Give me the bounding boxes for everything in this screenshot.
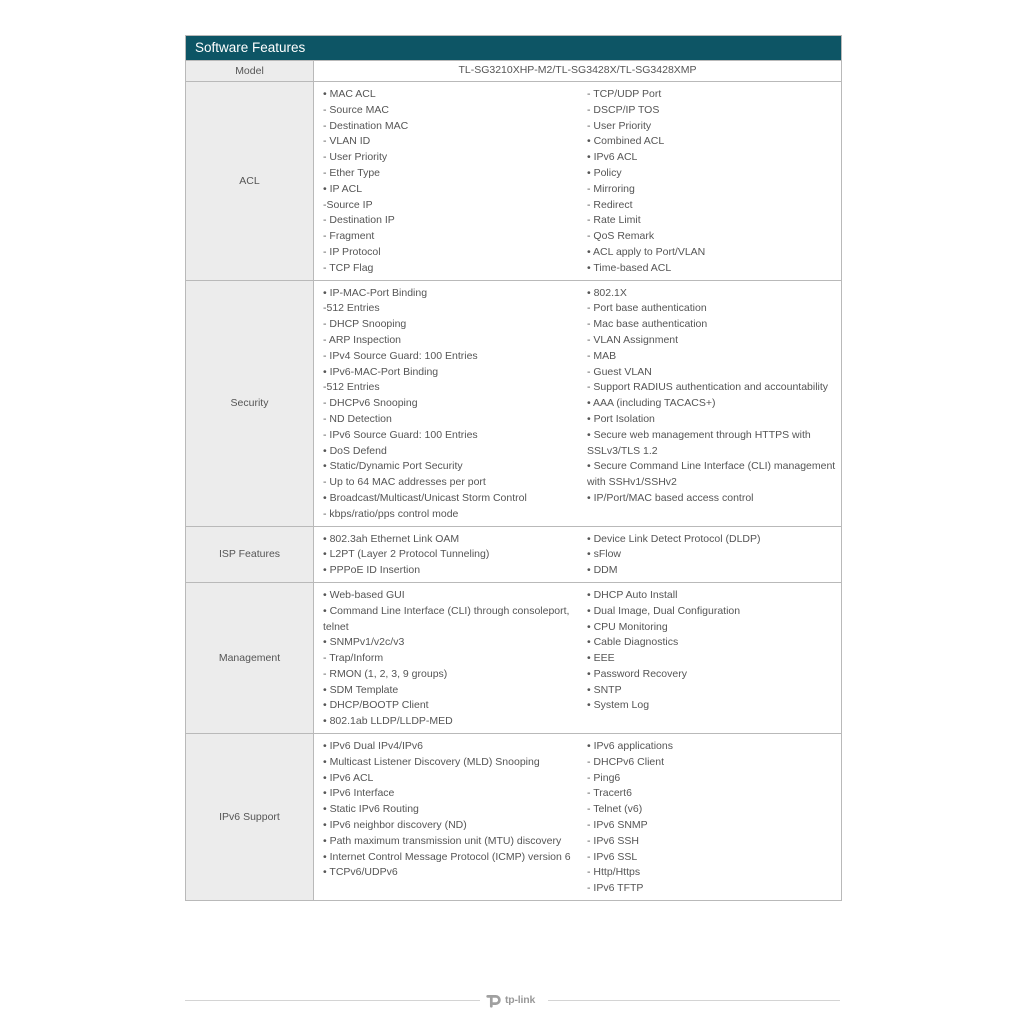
tp-link-logo-icon [485, 991, 503, 1009]
feature-item: - IPv6 SNMP [587, 819, 648, 832]
feature-item: • IPv6-MAC-Port Binding [323, 365, 439, 378]
section-content [314, 734, 841, 900]
feature-item: • Combined ACL [587, 135, 665, 148]
feature-column-left [314, 583, 578, 733]
feature-item: -512 Entries [323, 381, 380, 394]
feature-item: • IPv6 Dual IPv4/IPv6 [323, 740, 423, 753]
model-label: Model [186, 61, 314, 81]
feature-column-right [578, 527, 841, 582]
brand-text: tp-link [505, 994, 536, 1006]
feature-item: - Up to 64 MAC addresses per port [323, 476, 486, 489]
feature-column-left [314, 281, 578, 526]
feature-item: - IPv6 TFTP [587, 882, 644, 895]
feature-item: - Ping6 [587, 771, 621, 784]
feature-item: • Time-based ACL [587, 261, 672, 274]
feature-column-left [314, 734, 578, 900]
feature-item: - IPv6 SSL [587, 850, 638, 863]
feature-item: - Fragment [323, 230, 375, 243]
feature-item: • sFlow [587, 548, 622, 561]
feature-item: - TCP Flag [323, 261, 374, 274]
feature-item: • Dual Image, Dual Configuration [587, 604, 741, 617]
feature-item: - IPv6 Source Guard: 100 Entries [323, 428, 478, 441]
feature-column-right [578, 734, 841, 900]
feature-item: • Static/Dynamic Port Security [323, 460, 463, 473]
feature-item: - ND Detection [323, 412, 392, 425]
feature-item: - ARP Inspection [323, 333, 402, 346]
feature-item: - Trap/Inform [323, 652, 384, 665]
feature-item: - Guest VLAN [587, 365, 652, 378]
feature-item: • DoS Defend [323, 444, 387, 457]
feature-item: - Redirect [587, 198, 633, 211]
feature-item: • MAC ACL [323, 88, 376, 100]
feature-item: - DHCPv6 Client [587, 755, 665, 768]
section-row [186, 582, 841, 733]
section-content [314, 583, 841, 733]
feature-column-left [314, 82, 578, 280]
feature-item: • PPPoE ID Insertion [323, 564, 421, 577]
feature-item: - RMON (1, 2, 3, 9 groups) [323, 667, 448, 680]
feature-item: - VLAN Assignment [587, 333, 679, 346]
feature-item: • IP-MAC-Port Binding [323, 286, 428, 299]
feature-item: • Broadcast/Multicast/Unicast Storm Control [323, 491, 527, 504]
section-label: IPv6 Support [186, 734, 314, 900]
feature-item: • Internet Control Message Protocol (ICMP) version 6 [323, 850, 571, 863]
feature-item: • System Log [587, 699, 650, 712]
section-label: ACL [186, 82, 314, 280]
feature-item: • DDM [587, 564, 618, 577]
feature-item: • 802.1ab LLDP/LLDP-MED [323, 715, 453, 728]
feature-item: - QoS Remark [587, 230, 655, 243]
software-features-table [185, 35, 842, 901]
tp-link-logo [485, 990, 535, 1010]
feature-item: • CPU Monitoring [587, 620, 668, 633]
feature-item: • Password Recovery [587, 667, 687, 680]
feature-item: - Destination MAC [323, 119, 409, 132]
feature-item: • SNMPv1/v2c/v3 [323, 636, 405, 649]
feature-item: - Ether Type [323, 166, 381, 179]
feature-item: • Web-based GUI [323, 588, 405, 601]
feature-item: • Secure web management through HTTPS with SSLv3/TLS 1.2 [587, 428, 811, 457]
feature-item: • AAA (including TACACS+) [587, 397, 716, 410]
feature-item: - Support RADIUS authentication and accountability [587, 381, 829, 394]
feature-item: - User Priority [587, 119, 652, 132]
feature-item: -512 Entries [323, 302, 380, 315]
feature-item: • Device Link Detect Protocol (DLDP) [587, 532, 761, 545]
feature-item: - IP Protocol [323, 245, 381, 258]
feature-item: - Mac base authentication [587, 318, 708, 331]
feature-item: • EEE [587, 652, 615, 665]
feature-item: • Port Isolation [587, 412, 655, 425]
feature-item: • Policy [587, 166, 622, 179]
feature-item: - DHCP Snooping [323, 318, 407, 331]
feature-item: - kbps/ratio/pps control mode [323, 507, 459, 520]
feature-item: • Path maximum transmission unit (MTU) discovery [323, 834, 562, 847]
feature-column-right [578, 82, 841, 280]
feature-item: • Multicast Listener Discovery (MLD) Snooping [323, 755, 540, 768]
feature-item: - Destination IP [323, 214, 395, 227]
section-label: Security [186, 281, 314, 526]
feature-item: • SNTP [587, 683, 622, 696]
feature-item: • 802.1X [587, 286, 627, 299]
section-content [314, 82, 841, 280]
footer-rule-right [548, 1000, 840, 1001]
feature-item: • TCPv6/UDPv6 [323, 866, 398, 879]
feature-item: • L2PT (Layer 2 Protocol Tunneling) [323, 548, 490, 561]
feature-item: • Static IPv6 Routing [323, 803, 419, 816]
feature-item: • SDM Template [323, 683, 399, 696]
feature-item: - IPv6 SSH [587, 834, 639, 847]
feature-item: • Command Line Interface (CLI) through consoleport, telnet [323, 604, 570, 633]
feature-item: • IPv6 applications [587, 740, 673, 753]
section-label: ISP Features [186, 527, 314, 582]
feature-item: • IP/Port/MAC based access control [587, 491, 754, 504]
feature-item: - TCP/UDP Port [587, 88, 662, 100]
table-title: Software Features [186, 36, 841, 61]
section-row [186, 280, 841, 526]
feature-column-right [578, 583, 841, 733]
feature-item: • IP ACL [323, 182, 363, 195]
section-row [186, 733, 841, 900]
feature-item: • Secure Command Line Interface (CLI) management with SSHv1/SSHv2 [587, 460, 836, 489]
feature-item: - Port base authentication [587, 302, 707, 315]
feature-item: • ACL apply to Port/VLAN [587, 245, 706, 258]
model-row [186, 61, 841, 81]
feature-item: • IPv6 ACL [323, 771, 374, 784]
feature-item: • IPv6 neighbor discovery (ND) [323, 819, 467, 832]
feature-item: • 802.3ah Ethernet Link OAM [323, 532, 460, 545]
feature-item: - Telnet (v6) [587, 803, 643, 816]
section-row [186, 81, 841, 280]
feature-item: - Source MAC [323, 103, 389, 116]
feature-column-right [578, 281, 841, 526]
feature-item: - IPv4 Source Guard: 100 Entries [323, 349, 478, 362]
model-value: TL-SG3210XHP-M2/TL-SG3428X/TL-SG3428XMP [458, 64, 697, 77]
feature-item: - MAB [587, 349, 617, 362]
feature-column-left [314, 527, 578, 582]
feature-item: - DHCPv6 Snooping [323, 397, 418, 410]
feature-item: - Tracert6 [587, 787, 632, 800]
feature-item: - Mirroring [587, 182, 635, 195]
section-content [314, 527, 841, 582]
feature-item: • IPv6 ACL [587, 151, 638, 164]
feature-item: - DSCP/IP TOS [587, 103, 660, 116]
page-footer [185, 990, 840, 1010]
feature-item: • DHCP/BOOTP Client [323, 699, 429, 712]
feature-item: - Rate Limit [587, 214, 641, 227]
section-label: Management [186, 583, 314, 733]
feature-item: - User Priority [323, 151, 388, 164]
section-row [186, 526, 841, 582]
feature-item: • Cable Diagnostics [587, 636, 679, 649]
section-content [314, 281, 841, 526]
feature-item: - VLAN ID [323, 135, 371, 148]
feature-item: • DHCP Auto Install [587, 588, 678, 601]
feature-item: -Source IP [323, 198, 373, 211]
feature-item: - Http/Https [587, 866, 641, 879]
footer-rule-left [185, 1000, 480, 1001]
feature-item: • IPv6 Interface [323, 787, 395, 800]
